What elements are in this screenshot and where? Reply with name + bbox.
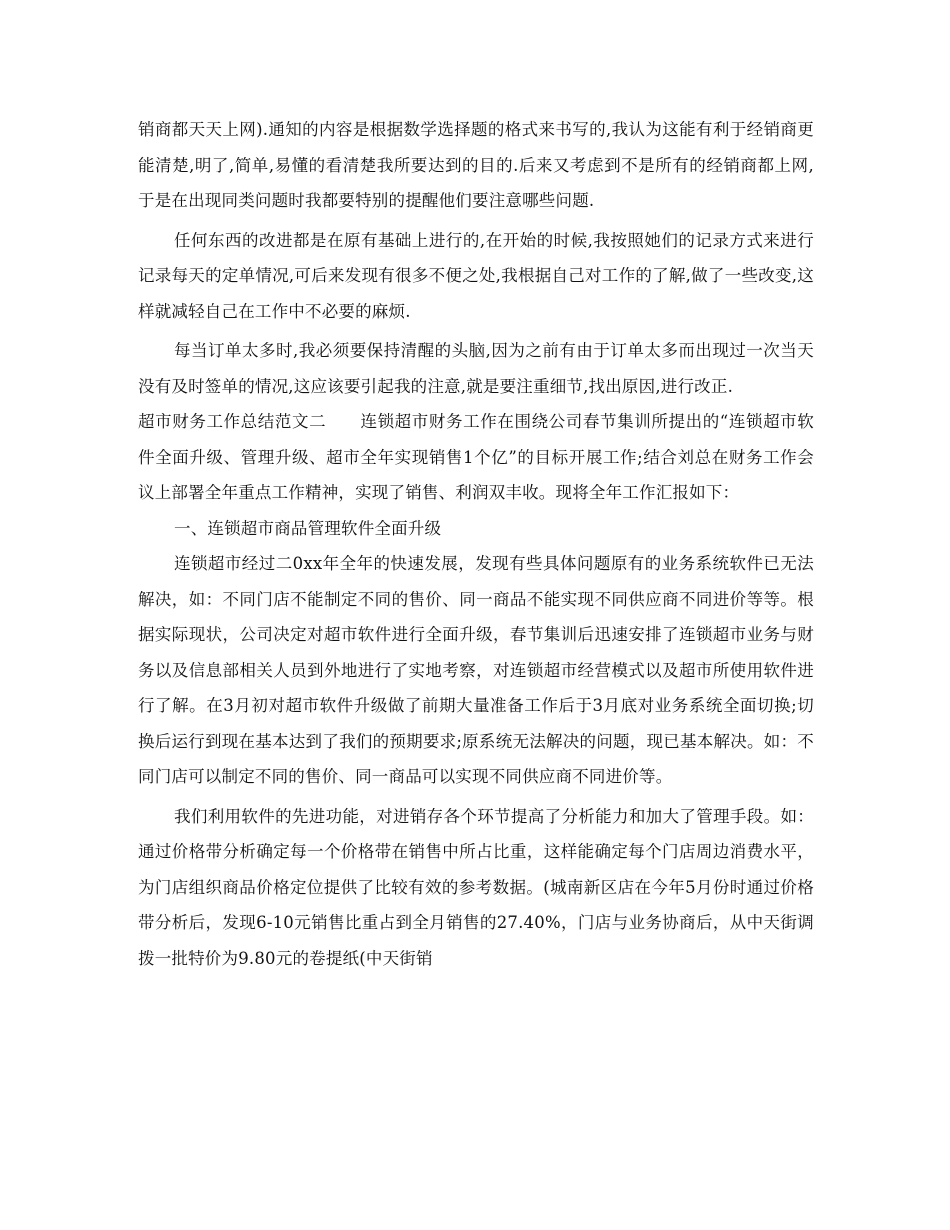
subsection-heading: 一、连锁超市商品管理软件全面升级	[174, 518, 442, 538]
section-heading-paragraph: 超市财务工作总结范文二 连锁超市财务工作在围绕公司春节集训所提出的“连锁超市软件全面升级、管理升级、超市全年实现销售1个亿”的目标开展工作;结合刘总在财务工作会议上部署全年重点工作精神，实现了销售、利润双丰收。现将全年工作汇报如下：	[138, 412, 814, 502]
paragraph-6: 连锁超市经过二0xx年全年的快速发展，发现有些具体问题原有的业务系统软件已无法解决，如：不同门店不能制定不同的售价、同一商品不能实现不同供应商不同进价等等。根据实际现状，公司决定对超市软件进行全面升级，春节集训后迅速安排了连锁超市业务与财务以及信息部相关人员到外地进行了实地考察，对连锁超市经营模式以及超市所使用软件进行了解。在3月初对超市软件升级做了前期大量准备工作后于3月底对业务系统全面切换;切换后运行到现在基本达到了我们的预期要求;原系统无法解决的问题，现已基本解决。如：不同门店可以制定不同的售价、同一商品可以实现不同供应商不同进价等。	[138, 554, 814, 786]
paragraph-2: 任何东西的改进都是在原有基础上进行的,在开始的时候,我按照她们的记录方式来进行记录每天的定单情况,可后来发现有很多不便之处,我根据自己对工作的了解,做了一些改变,这样就减轻自己在工作中不必要的麻烦.	[138, 230, 814, 321]
document-body	[138, 112, 814, 976]
paragraph-1: 销商都天天上网).通知的内容是根据数学选择题的格式来书写的,我认为这能有利于经销商更能清楚,明了,简单,易懂的看清楚我所要达到的目的.后来又考虑到不是所有的经销商都上网,于是在出现同类问题时我都要特别的提醒他们要注意哪些问题.	[138, 120, 814, 210]
paragraph-3: 每当订单太多时,我必须要保持清醒的头脑,因为之前有由于订单太多而出现过一次当天没有及时签单的情况,这应该要引起我的注意,就是要注重细节,找出原因,进行改正.	[138, 341, 814, 396]
paragraph-7: 我们利用软件的先进功能，对进销存各个环节提高了分析能力和加大了管理手段。如：通过价格带分析确定每一个价格带在销售中所占比重，这样能确定每个门店周边消费水平，为门店组织商品价格定位提供了比较有效的参考数据。(城南新区店在今年5月份时通过价格带分析后，发现6-10元销售比重占到全月销售的27.40%，门店与业务协商后，从中天街调拨一批特价为9.80元的卷提纸(中天街销	[138, 806, 814, 968]
